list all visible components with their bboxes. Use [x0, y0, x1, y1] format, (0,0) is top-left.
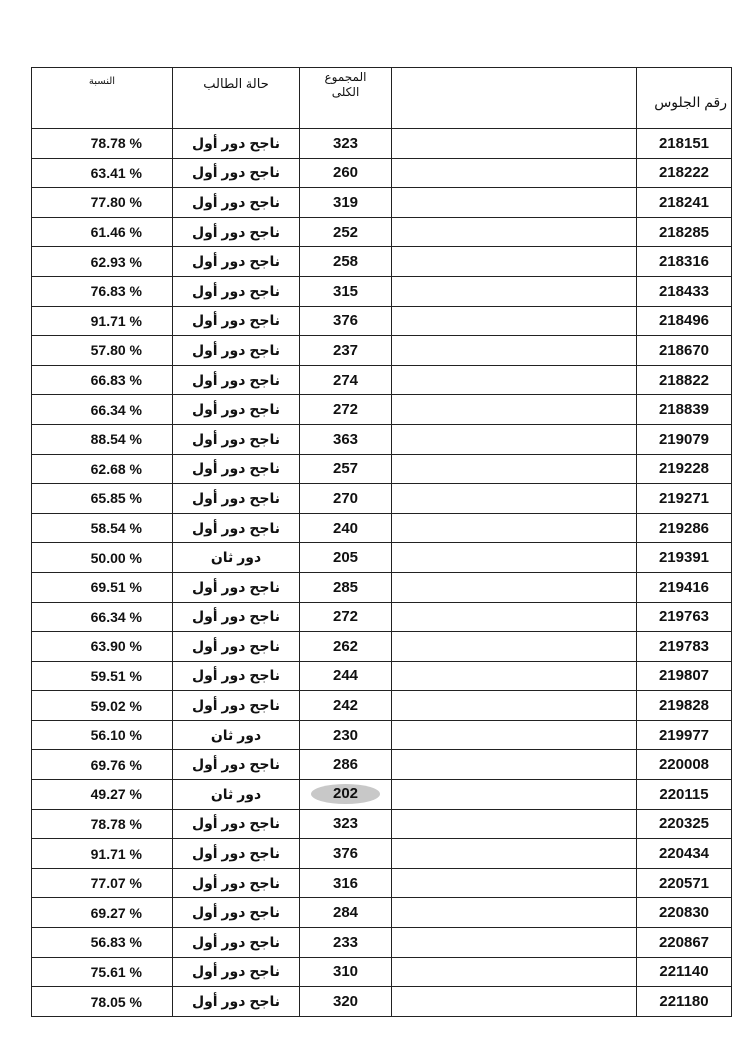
cell-percent: 62.93 % [32, 247, 173, 277]
header-total-line1: المجموع [324, 70, 367, 84]
cell-total: 240 [300, 513, 392, 543]
table-row [32, 306, 732, 336]
cell-blank [392, 868, 637, 898]
cell-seat-number: 218822 [637, 365, 732, 395]
cell-seat-number: 220325 [637, 809, 732, 839]
cell-seat-number: 220830 [637, 898, 732, 928]
cell-status: ناجح دور أول [173, 661, 300, 691]
cell-seat-number: 218670 [637, 336, 732, 366]
cell-percent: 61.46 % [32, 217, 173, 247]
cell-seat-number: 219271 [637, 484, 732, 514]
cell-seat-number: 218316 [637, 247, 732, 277]
cell-total: 257 [300, 454, 392, 484]
cell-blank [392, 365, 637, 395]
table-row [32, 158, 732, 188]
highlighted-total: 202 [311, 784, 380, 804]
cell-status: دور ثان [173, 543, 300, 573]
cell-total: 274 [300, 365, 392, 395]
cell-percent: 77.80 % [32, 188, 173, 218]
cell-blank [392, 188, 637, 218]
cell-blank [392, 839, 637, 869]
table-row [32, 691, 732, 721]
cell-seat-number: 219416 [637, 572, 732, 602]
cell-total: 323 [300, 129, 392, 159]
cell-total: 272 [300, 395, 392, 425]
table-row [32, 809, 732, 839]
table-row [32, 424, 732, 454]
cell-total: 230 [300, 720, 392, 750]
cell-status: ناجح دور أول [173, 276, 300, 306]
cell-seat-number: 218433 [637, 276, 732, 306]
cell-seat-number: 218285 [637, 217, 732, 247]
cell-status: ناجح دور أول [173, 484, 300, 514]
cell-status: ناجح دور أول [173, 868, 300, 898]
cell-blank [392, 543, 637, 573]
cell-blank [392, 247, 637, 277]
table-row [32, 602, 732, 632]
cell-total: 286 [300, 750, 392, 780]
cell-status: ناجح دور أول [173, 691, 300, 721]
cell-percent: 77.07 % [32, 868, 173, 898]
cell-percent: 59.51 % [32, 661, 173, 691]
cell-blank [392, 780, 637, 810]
cell-total: 316 [300, 868, 392, 898]
cell-seat-number: 219228 [637, 454, 732, 484]
cell-blank [392, 424, 637, 454]
cell-percent: 50.00 % [32, 543, 173, 573]
header-percent: النسبة [32, 68, 173, 129]
cell-percent: 88.54 % [32, 424, 173, 454]
cell-percent: 75.61 % [32, 957, 173, 987]
cell-blank [392, 454, 637, 484]
cell-total: 272 [300, 602, 392, 632]
cell-status: دور ثان [173, 780, 300, 810]
cell-total: 260 [300, 158, 392, 188]
cell-blank [392, 750, 637, 780]
cell-seat-number: 220867 [637, 928, 732, 958]
results-sheet [31, 67, 731, 1017]
table-row [32, 188, 732, 218]
cell-status: دور ثان [173, 720, 300, 750]
table-body [32, 129, 732, 1017]
cell-total: 258 [300, 247, 392, 277]
cell-percent: 78.05 % [32, 987, 173, 1017]
cell-percent: 56.83 % [32, 928, 173, 958]
results-table [31, 67, 732, 1017]
cell-seat-number: 218241 [637, 188, 732, 218]
table-row [32, 780, 732, 810]
table-header [32, 68, 732, 129]
cell-seat-number: 219763 [637, 602, 732, 632]
cell-percent: 76.83 % [32, 276, 173, 306]
header-blank [392, 68, 637, 129]
cell-blank [392, 484, 637, 514]
cell-seat-number: 218222 [637, 158, 732, 188]
header-total-line2: الكلى [331, 85, 360, 99]
cell-total: 310 [300, 957, 392, 987]
cell-blank [392, 217, 637, 247]
cell-status: ناجح دور أول [173, 750, 300, 780]
table-row [32, 276, 732, 306]
cell-percent: 69.27 % [32, 898, 173, 928]
cell-blank [392, 987, 637, 1017]
table-row [32, 247, 732, 277]
cell-status: ناجح دور أول [173, 158, 300, 188]
cell-percent: 63.41 % [32, 158, 173, 188]
cell-status: ناجح دور أول [173, 957, 300, 987]
cell-seat-number: 220008 [637, 750, 732, 780]
cell-blank [392, 336, 637, 366]
cell-seat-number: 220571 [637, 868, 732, 898]
cell-percent: 66.34 % [32, 395, 173, 425]
cell-blank [392, 129, 637, 159]
cell-status: ناجح دور أول [173, 987, 300, 1017]
cell-status: ناجح دور أول [173, 424, 300, 454]
cell-percent: 58.54 % [32, 513, 173, 543]
cell-seat-number: 219977 [637, 720, 732, 750]
cell-total: 285 [300, 572, 392, 602]
cell-status: ناجح دور أول [173, 129, 300, 159]
cell-blank [392, 306, 637, 336]
cell-total [300, 780, 392, 810]
cell-percent: 49.27 % [32, 780, 173, 810]
cell-percent: 57.80 % [32, 336, 173, 366]
cell-blank [392, 957, 637, 987]
cell-seat-number: 221140 [637, 957, 732, 987]
cell-seat-number: 219807 [637, 661, 732, 691]
cell-status: ناجح دور أول [173, 809, 300, 839]
cell-seat-number: 219391 [637, 543, 732, 573]
cell-total: 315 [300, 276, 392, 306]
header-status: حالة الطالب [173, 68, 300, 129]
cell-total: 244 [300, 661, 392, 691]
cell-seat-number: 220434 [637, 839, 732, 869]
cell-total: 320 [300, 987, 392, 1017]
table-row [32, 720, 732, 750]
cell-percent: 69.76 % [32, 750, 173, 780]
table-row [32, 543, 732, 573]
cell-blank [392, 661, 637, 691]
table-row [32, 572, 732, 602]
table-row [32, 987, 732, 1017]
table-row [32, 898, 732, 928]
cell-total: 270 [300, 484, 392, 514]
table-row [32, 661, 732, 691]
cell-total: 376 [300, 306, 392, 336]
cell-percent: 78.78 % [32, 129, 173, 159]
cell-status: ناجح دور أول [173, 395, 300, 425]
cell-percent: 91.71 % [32, 306, 173, 336]
cell-percent: 66.34 % [32, 602, 173, 632]
cell-seat-number: 220115 [637, 780, 732, 810]
table-row [32, 336, 732, 366]
table-row [32, 395, 732, 425]
cell-total: 284 [300, 898, 392, 928]
cell-status: ناجح دور أول [173, 336, 300, 366]
cell-total: 323 [300, 809, 392, 839]
cell-blank [392, 898, 637, 928]
cell-blank [392, 572, 637, 602]
cell-total: 237 [300, 336, 392, 366]
cell-blank [392, 928, 637, 958]
cell-percent: 69.51 % [32, 572, 173, 602]
cell-status: ناجح دور أول [173, 513, 300, 543]
cell-status: ناجح دور أول [173, 572, 300, 602]
cell-status: ناجح دور أول [173, 898, 300, 928]
cell-percent: 78.78 % [32, 809, 173, 839]
table-row [32, 839, 732, 869]
cell-status: ناجح دور أول [173, 365, 300, 395]
cell-total: 376 [300, 839, 392, 869]
table-row [32, 632, 732, 662]
cell-blank [392, 691, 637, 721]
cell-seat-number: 218151 [637, 129, 732, 159]
table-row [32, 484, 732, 514]
cell-percent: 63.90 % [32, 632, 173, 662]
cell-total: 363 [300, 424, 392, 454]
table-row [32, 217, 732, 247]
cell-status: ناجح دور أول [173, 188, 300, 218]
cell-total: 262 [300, 632, 392, 662]
cell-percent: 65.85 % [32, 484, 173, 514]
cell-blank [392, 158, 637, 188]
cell-blank [392, 513, 637, 543]
table-row [32, 129, 732, 159]
cell-status: ناجح دور أول [173, 454, 300, 484]
cell-blank [392, 632, 637, 662]
table-row [32, 454, 732, 484]
cell-status: ناجح دور أول [173, 632, 300, 662]
cell-percent: 56.10 % [32, 720, 173, 750]
cell-blank [392, 720, 637, 750]
cell-blank [392, 602, 637, 632]
cell-seat-number: 219828 [637, 691, 732, 721]
cell-status: ناجح دور أول [173, 839, 300, 869]
cell-seat-number: 219286 [637, 513, 732, 543]
cell-percent: 62.68 % [32, 454, 173, 484]
cell-percent: 59.02 % [32, 691, 173, 721]
cell-status: ناجح دور أول [173, 602, 300, 632]
cell-status: ناجح دور أول [173, 247, 300, 277]
cell-status: ناجح دور أول [173, 217, 300, 247]
cell-blank [392, 395, 637, 425]
table-row [32, 957, 732, 987]
cell-seat-number: 219079 [637, 424, 732, 454]
cell-blank [392, 276, 637, 306]
header-seat-number: رقم الجلوس [637, 68, 732, 129]
cell-blank [392, 809, 637, 839]
cell-total: 319 [300, 188, 392, 218]
cell-seat-number: 221180 [637, 987, 732, 1017]
cell-status: ناجح دور أول [173, 306, 300, 336]
table-row [32, 365, 732, 395]
cell-seat-number: 219783 [637, 632, 732, 662]
cell-total: 233 [300, 928, 392, 958]
cell-seat-number: 218496 [637, 306, 732, 336]
table-row [32, 928, 732, 958]
table-row [32, 750, 732, 780]
cell-status: ناجح دور أول [173, 928, 300, 958]
cell-percent: 91.71 % [32, 839, 173, 869]
table-row [32, 868, 732, 898]
table-row [32, 513, 732, 543]
cell-percent: 66.83 % [32, 365, 173, 395]
cell-total: 205 [300, 543, 392, 573]
cell-seat-number: 218839 [637, 395, 732, 425]
cell-total: 242 [300, 691, 392, 721]
cell-total: 252 [300, 217, 392, 247]
header-total [300, 68, 392, 129]
